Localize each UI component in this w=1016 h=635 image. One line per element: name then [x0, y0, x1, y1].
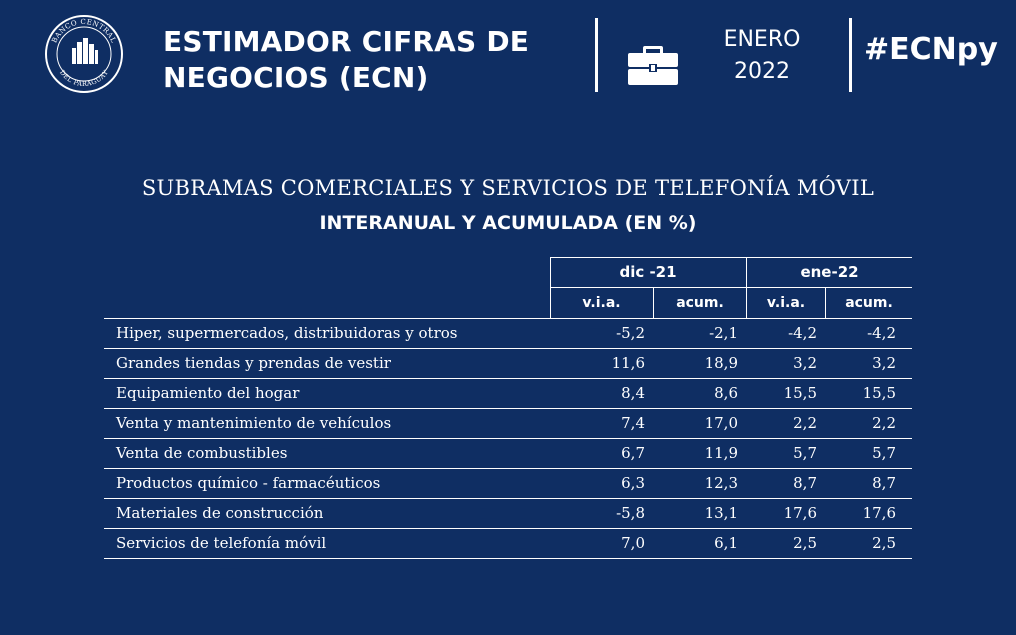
central-bank-seal-logo [44, 14, 124, 94]
cell-value: 6,1 [714, 534, 738, 552]
row-label: Productos químico - farmacéuticos [116, 474, 381, 492]
period-header: ene-22 [800, 263, 859, 281]
report-month: ENERO [723, 27, 801, 52]
cell-value: 2,2 [872, 414, 896, 432]
cell-value: 5,7 [793, 444, 817, 462]
table-row [104, 499, 912, 529]
cell-value: 6,7 [621, 444, 645, 462]
cell-value: 3,2 [793, 354, 817, 372]
report-year: 2022 [734, 59, 790, 84]
cell-value: 2,2 [793, 414, 817, 432]
cell-value: 3,2 [872, 354, 896, 372]
cell-value: 17,0 [704, 414, 738, 432]
cell-value: 15,5 [783, 384, 817, 402]
cell-value: -5,2 [616, 324, 645, 342]
header [0, 0, 1016, 110]
row-label: Venta de combustibles [116, 444, 288, 462]
cell-value: 2,5 [793, 534, 817, 552]
cell-value: 13,1 [704, 504, 738, 522]
cell-value: -5,8 [616, 504, 645, 522]
column-header: v.i.a. [582, 295, 621, 311]
cell-value: 8,7 [793, 474, 817, 492]
column-header: acum. [676, 295, 724, 311]
row-label: Servicios de telefonía móvil [116, 534, 327, 552]
table-row [104, 409, 912, 439]
title-line-1: ESTIMADOR CIFRAS DE [163, 25, 530, 58]
briefcase-icon [626, 40, 680, 86]
section-title: SUBRAMAS COMERCIALES Y SERVICIOS DE TELEFONÍA MÓVIL [141, 176, 875, 200]
cell-value: 7,4 [621, 414, 645, 432]
cell-value: 8,6 [714, 384, 738, 402]
cell-value: 2,5 [872, 534, 896, 552]
cell-value: 17,6 [862, 504, 896, 522]
cell-value: 11,9 [704, 444, 738, 462]
header-divider [849, 18, 852, 92]
cell-value: 6,3 [621, 474, 645, 492]
period-header: dic -21 [619, 263, 677, 281]
hashtag: #ECNpy [864, 32, 998, 67]
title-line-2: NEGOCIOS (ECN) [163, 61, 429, 94]
cell-value: -4,2 [788, 324, 817, 342]
cell-value: 17,6 [783, 504, 817, 522]
cell-value: 18,9 [704, 354, 738, 372]
cell-value: 7,0 [621, 534, 645, 552]
table-row [104, 529, 912, 559]
table-row [104, 439, 912, 469]
cell-value: 5,7 [872, 444, 896, 462]
table-body [104, 319, 912, 559]
table-row [104, 319, 912, 349]
report-period [710, 24, 814, 88]
cell-value: 8,4 [621, 384, 645, 402]
table-row [104, 349, 912, 379]
section-subtitle: INTERANUAL Y ACUMULADA (EN %) [319, 212, 697, 234]
table-row [104, 379, 912, 409]
row-label: Equipamiento del hogar [116, 384, 300, 402]
cell-value: 15,5 [862, 384, 896, 402]
header-divider [595, 18, 598, 92]
cell-value: -4,2 [867, 324, 896, 342]
cell-value: 12,3 [704, 474, 738, 492]
cell-value: -2,1 [709, 324, 738, 342]
column-header: acum. [845, 295, 893, 311]
cell-value: 8,7 [872, 474, 896, 492]
row-label: Venta y mantenimiento de vehículos [116, 414, 392, 432]
period-header-row [104, 257, 912, 287]
table-row [104, 469, 912, 499]
column-header: v.i.a. [766, 295, 806, 311]
page-title [163, 24, 529, 96]
row-label: Hiper, supermercados, distribuidoras y otros [116, 324, 458, 342]
cell-value: 11,6 [611, 354, 645, 372]
subheader-row [104, 287, 912, 319]
row-label: Materiales de construcción [116, 504, 324, 522]
svg-text:BANCO CENTRAL: BANCO CENTRAL [50, 17, 118, 45]
svg-text:DEL PARAGUAY: DEL PARAGUAY [58, 68, 110, 89]
row-label: Grandes tiendas y prendas de vestir [116, 354, 391, 372]
